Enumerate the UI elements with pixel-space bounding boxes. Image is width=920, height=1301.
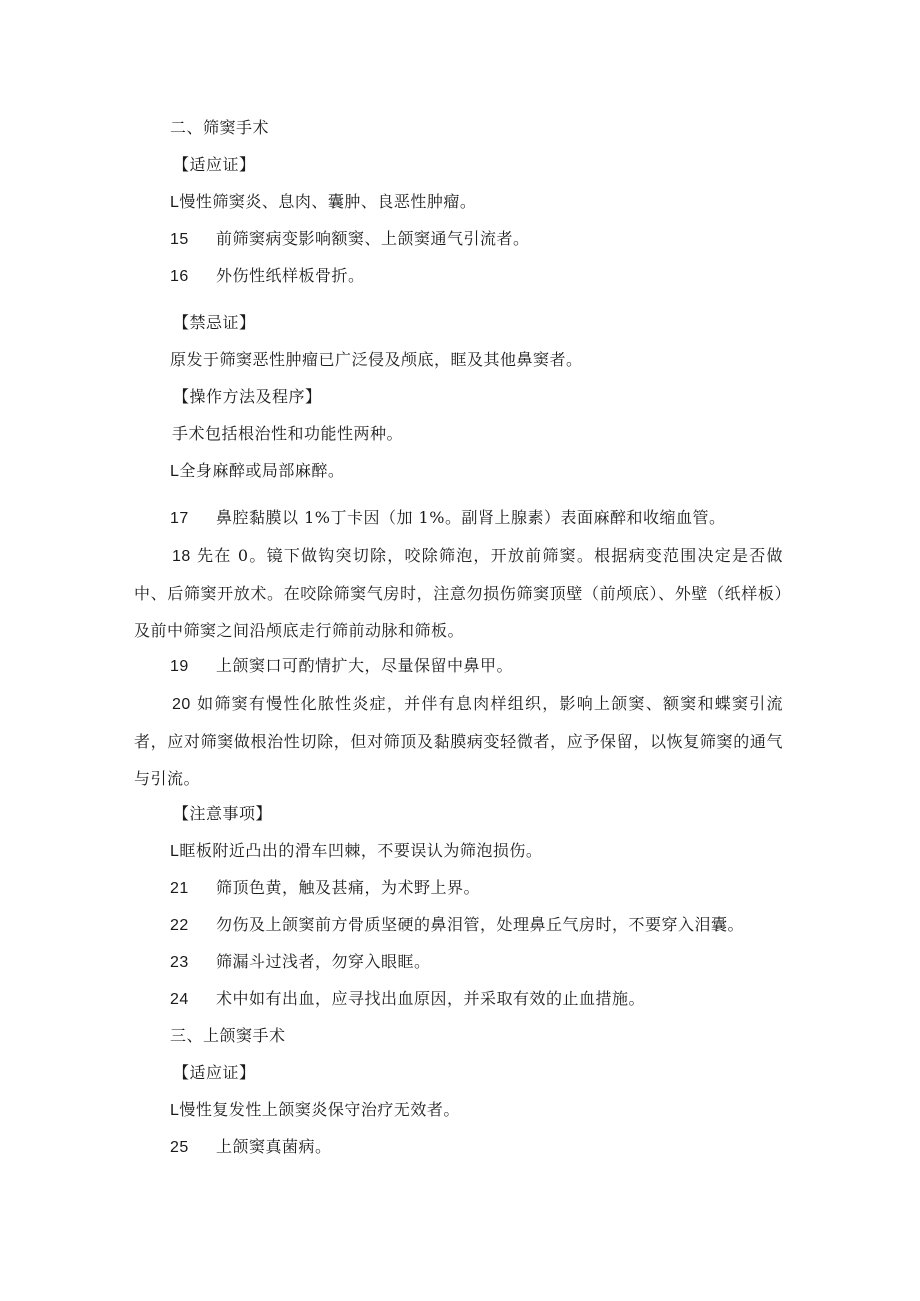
subsection-title-procedure: 【操作方法及程序】 — [173, 387, 322, 406]
list-item — [170, 266, 365, 287]
item-text: 外伤性纸样板骨折。 — [216, 266, 365, 285]
item-text: 筛漏斗过浅者，勿穿入眼眶。 — [216, 952, 431, 971]
item-marker: L — [170, 463, 180, 480]
item-number: 17 — [170, 510, 189, 527]
item-text: 勿伤及上颌窦前方骨质坚硬的鼻泪管，处理鼻丘气房时，不要穿入泪囊。 — [216, 915, 745, 934]
section-heading: 二、筛窦手术 — [170, 118, 270, 137]
item-text: 筛顶色黄，触及甚痛，为术野上界。 — [216, 878, 481, 897]
list-item — [170, 461, 344, 482]
item-text: 全身麻醉或局部麻醉。 — [179, 461, 345, 480]
item-number: 23 — [170, 954, 189, 971]
item-text: 上颌窦真菌病。 — [216, 1137, 332, 1156]
item-marker: L — [170, 194, 180, 211]
paragraph: 手术包括根治性和功能性两种。 — [172, 424, 404, 443]
item-number: 24 — [170, 991, 189, 1008]
list-item-multiline — [134, 537, 783, 649]
section-heading: 三、上颌窦手术 — [170, 1026, 286, 1045]
item-number: 25 — [170, 1139, 189, 1156]
paragraph: 原发于筛窦恶性肿瘤已广泛侵及颅底，眶及其他鼻窦者。 — [170, 350, 583, 369]
list-item — [170, 878, 480, 899]
subsection-title-notes: 【注意事项】 — [173, 804, 273, 823]
list-item — [170, 989, 645, 1010]
item-number: 15 — [170, 231, 189, 248]
item-text: 鼻腔黏膜以 1%丁卡因（加 1%。副肾上腺素）表面麻醉和收缩血管。 — [216, 508, 726, 527]
list-item — [170, 192, 476, 213]
list-item — [170, 656, 513, 677]
list-item — [170, 915, 744, 936]
list-item — [170, 1100, 460, 1121]
item-text: 先在 0。镜下做钩突切除，咬除筛泡，开放前筛窦。根据病变范围决定是否做中、后筛窦开放术。在咬除筛窦气房时，注意勿损伤筛窦顶壁（前颅底）、外壁（纸样板）及前中筛窦之间沿颅底走行筛前动脉和筛板。 — [134, 546, 783, 640]
list-item — [170, 952, 431, 973]
item-number: 18 — [172, 548, 191, 565]
item-text: 如筛窦有慢性化脓性炎症，并伴有息肉样组织，影响上颌窦、额窦和蝶窦引流者，应对筛窦做根治性切除，但对筛顶及黏膜病变轻微者，应予保留，以恢复筛窦的通气与引流。 — [134, 694, 783, 788]
item-marker: L — [170, 843, 180, 860]
list-item — [170, 1137, 332, 1158]
list-item — [170, 841, 542, 862]
subsection-title-contraindications: 【禁忌证】 — [173, 313, 256, 332]
list-item — [170, 508, 725, 529]
item-number: 16 — [170, 268, 189, 285]
list-item — [170, 229, 530, 250]
item-text: 前筛窦病变影响额窦、上颌窦通气引流者。 — [216, 229, 530, 248]
item-text: 上颌窦口可酌情扩大，尽量保留中鼻甲。 — [216, 656, 514, 675]
item-number: 20 — [172, 696, 191, 713]
item-text: 眶板附近凸出的滑车凹棘，不要误认为筛泡损伤。 — [179, 841, 543, 860]
list-item-multiline — [134, 685, 783, 797]
item-marker: L — [170, 1102, 180, 1119]
item-text: 慢性筛窦炎、息肉、囊肿、良恶性肿瘤。 — [179, 192, 477, 211]
subsection-title-indications: 【适应证】 — [173, 155, 256, 174]
item-number: 19 — [170, 658, 189, 675]
item-number: 21 — [170, 880, 189, 897]
item-text: 慢性复发性上颌窦炎保守治疗无效者。 — [179, 1100, 460, 1119]
item-number: 22 — [170, 917, 189, 934]
item-text: 术中如有出血，应寻找出血原因，并采取有效的止血措施。 — [216, 989, 646, 1008]
subsection-title-indications: 【适应证】 — [173, 1063, 256, 1082]
